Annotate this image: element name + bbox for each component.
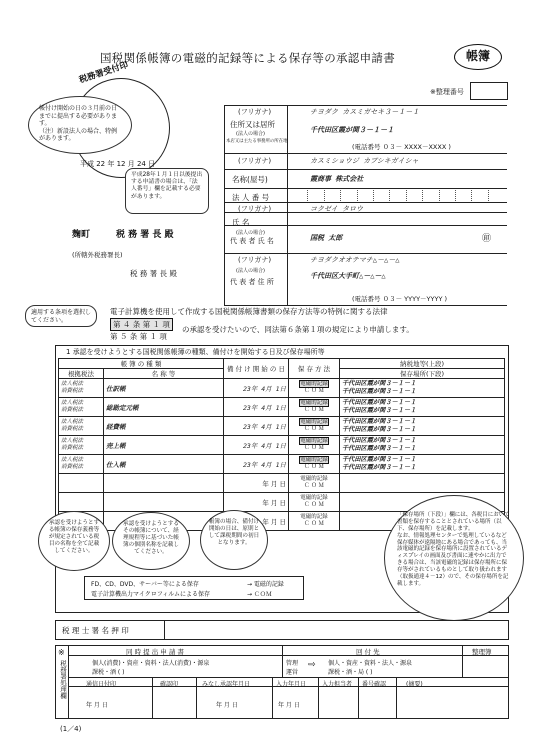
office-r2b: 課税・酒・局 ( )	[328, 669, 373, 676]
ledger-start[interactable]: 23年 4月 1日	[224, 417, 289, 436]
ledger-name[interactable]: 総勘定元帳	[104, 398, 224, 417]
callout-select-clause: 適用する条項を選択してください。	[25, 305, 97, 327]
header-name: 名 称 等	[104, 369, 224, 379]
ledger-start[interactable]: 23年 4月 1日	[224, 398, 289, 417]
method-em[interactable]: 電磁的記録	[300, 476, 328, 483]
seiri-label: ※整理番号	[430, 88, 464, 96]
law-option-1[interactable]: 第 ４ 条 第 １ 項	[110, 318, 173, 331]
rep-sub-2: 代 表 者 氏 名	[230, 237, 274, 245]
method-com[interactable]: Ｃ Ｏ Ｍ	[304, 388, 324, 394]
zeirishi-label: 税 理 士 署 名 押 印	[62, 626, 129, 635]
rep-addr-label: 代 表 者 住 所	[230, 278, 274, 286]
rep-name[interactable]: 国税 太郎	[310, 234, 343, 242]
ledger-place-1[interactable]: 千代田区霞が関３－１－１	[342, 456, 417, 464]
ledger-place-1[interactable]: 千代田区霞が関３－１－１	[342, 399, 417, 407]
header-kind: 帳 簿 の 種 類	[59, 359, 224, 369]
telephone-2[interactable]: (電話番号 ０３－ YYYY－YYYY )	[352, 295, 448, 303]
ledger-place-2[interactable]: 千代田区霞が関３－１－１	[342, 407, 417, 414]
office-unei: 運営	[286, 669, 299, 676]
ledger-start[interactable]: 23年 4月 1日	[224, 436, 289, 455]
office-arrow-icon: ⇨	[308, 660, 316, 670]
address-label: 住所又は居所	[230, 120, 275, 129]
method-em[interactable]: 電磁的記録	[300, 495, 328, 502]
ledger-place-1[interactable]: 千代田区霞が関３－１－１	[342, 437, 417, 445]
ledger-tax[interactable]: 法人税法 消費税法	[59, 398, 104, 417]
office-label: 税 務 署 長 殿	[116, 230, 174, 240]
law-option-2[interactable]: 第 ５ 条 第 １ 項	[110, 332, 167, 341]
applicant-table	[224, 105, 507, 305]
header-method: 保 存 方 法	[289, 359, 340, 379]
ledger-row	[59, 398, 505, 417]
ledger-tax[interactable]: 法人税法 消費税法	[59, 455, 104, 474]
ledger-place-2[interactable]: 千代田区霞が関３－１－１	[342, 464, 417, 471]
method-com[interactable]: Ｃ Ｏ Ｍ	[304, 426, 324, 432]
method-em[interactable]: 電磁的記録	[300, 438, 328, 445]
name-kana[interactable]: カスミショウジ カブシキガイシャ	[310, 157, 419, 165]
office-h3: 整理簿	[472, 648, 492, 656]
rep-addr-sub: (法人の場合)	[236, 268, 265, 274]
office-sub: (所轄外税務署長)	[72, 251, 123, 259]
ledger-row	[59, 379, 505, 398]
name-label: 名称(屋号)	[232, 175, 268, 184]
method-com[interactable]: Ｃ Ｏ Ｍ	[304, 521, 324, 527]
furigana-label: (フリガナ)	[238, 108, 272, 116]
form-title: 国税関係帳簿の電磁的記録等による保存等の承認申請書	[100, 51, 395, 65]
corporate-number-boxes[interactable]	[292, 190, 504, 201]
ledger-place-2[interactable]: 千代田区霞が関３－１－１	[342, 445, 417, 452]
office-use-vertical: 税務署処理欄	[59, 660, 67, 699]
office-use-frame	[55, 645, 509, 719]
rep-furigana-label: (フリガナ)	[238, 205, 272, 213]
address-sub: (法人の場合)	[236, 131, 265, 137]
office-r1a: 個人(消費)・資産・資料・法人(消費)・源泉	[92, 660, 210, 667]
application-date[interactable]: 平成 22 年 12 月 24 日	[80, 160, 156, 168]
header-start: 備 付 け 開 始 の 日	[224, 359, 289, 379]
ledger-place-2[interactable]: 千代田区霞が関３－１－１	[342, 426, 417, 433]
office-ymd-1[interactable]: 年 月 日	[86, 702, 108, 709]
legend-arrow-2: → ＣＯＭ	[247, 591, 272, 598]
section-1-heading: 1 承認を受けようとする国税関係帳簿の種類、備付けを開始する日及び保存場所等	[66, 348, 325, 356]
rep-label: 氏 名	[232, 218, 250, 227]
ledger-name[interactable]: 仕訳帳	[104, 379, 224, 398]
header-tax: 根拠税法	[59, 369, 104, 379]
office-ymd-2[interactable]: 年 月 日	[216, 702, 238, 709]
office-label-2: 税 務 署 長 殿	[130, 269, 178, 278]
callout-start-date: 帳簿の場合、備付け開始の日は、原則として課税期間の初日となります。	[200, 510, 268, 570]
office-h2: 回 付 先	[356, 648, 380, 656]
office-use-mark: ※	[58, 648, 65, 657]
callout-ledger-names: 承認を受けようとするその帳簿について、経理規程等に基づいた帳簿の個別名称を記載してください。	[112, 512, 190, 570]
office-r2a: 個人・資産・資料・法人・源泉	[328, 660, 413, 667]
rep-addr-kana[interactable]: チヨダクオオテマチ△－△－△	[310, 256, 400, 264]
ledger-place-1[interactable]: 千代田区霞が関３－１－１	[342, 418, 417, 426]
method-com[interactable]: Ｃ Ｏ Ｍ	[304, 483, 324, 489]
method-com[interactable]: Ｃ Ｏ Ｍ	[304, 502, 324, 508]
address-value[interactable]: 千代田区霞が関３－１－１	[310, 126, 394, 134]
callout-corporate-number: 平成28年１月１日以後提出する申請書の場合は、「法人番号」欄を記載する必要があります。	[125, 168, 209, 214]
office-f5: 入力担当者	[322, 681, 353, 688]
office-f6: 番号確認	[362, 681, 387, 688]
office-f7: (摘要)	[406, 681, 423, 688]
ledger-tax[interactable]: 法人税法 消費税法	[59, 379, 104, 398]
telephone-1[interactable]: (電話番号 ０３－ XXXX－XXXX )	[352, 143, 451, 151]
office-r1b: 課税・酒 ( )	[92, 669, 125, 676]
office-f3: みなし承認年月日	[202, 681, 251, 688]
callout-submission-deadline: 帳付け開始の日の３月前の日までに提出する必要があります。 （注）新設法人の場合、特例があります。	[28, 96, 132, 154]
ledger-row	[59, 417, 505, 436]
blank-start[interactable]: 年 月 日	[224, 474, 289, 493]
office-f2: 確認印	[160, 681, 179, 688]
method-com[interactable]: Ｃ Ｏ Ｍ	[304, 445, 324, 451]
ledger-row	[59, 455, 505, 474]
callout-storage-place: 「保存場所（下段）」欄には、各税目において書類を保存することとされている場所（以下、保存場所）を記載します。 なお、情報処理センターで処理しているなど保存媒体が遠隔地にある場合であっても、当該電磁的記録を保存場所に設置されているディスプレイの画面及び書面に速やかに出力できる場合は、当該電磁的記録は保存場所に保存等がされているものとして取り扱われます（取扱通達４－12）ので、その保存場所を記載します。	[384, 495, 524, 621]
ledger-name[interactable]: 売上帳	[104, 436, 224, 455]
form-type-badge: 帳簿	[454, 44, 502, 70]
header-place: 納税地等(上段)	[340, 359, 505, 369]
office-city[interactable]: 麹町	[72, 230, 91, 240]
office-f4: 入力年月日	[276, 681, 307, 688]
legend-arrow-1: → 電磁的記録	[247, 581, 284, 588]
ledger-tax[interactable]: 法人税法 消費税法	[59, 417, 104, 436]
corporate-number-label: 法 人 番 号	[232, 193, 270, 202]
legend-line-2: 電子計算機出力マイクロフィルムによる保存	[91, 591, 211, 598]
law-text-1: 電子計算機を使用して作成する国税関係帳簿書類の保存方法等の特例に関する法律	[110, 307, 388, 316]
ledger-name[interactable]: 仕入帳	[104, 455, 224, 474]
seal-mark: ㊞	[482, 234, 492, 244]
blank-row	[59, 474, 505, 493]
method-em[interactable]: 電磁的記録	[300, 457, 328, 464]
blank-start[interactable]: 年 月 日	[224, 493, 289, 512]
method-em[interactable]: 電磁的記録	[300, 514, 328, 521]
rep-addr-furigana-label: (フリガナ)	[238, 256, 272, 264]
rep-addr-value[interactable]: 千代田区大手町△－△－△	[310, 272, 386, 280]
ledger-name[interactable]: 経費帳	[104, 417, 224, 436]
reception-stamp-label: 税務署受付印	[78, 60, 130, 86]
rep-kana[interactable]: コクゼイ タロウ	[310, 205, 364, 213]
ledger-place-1[interactable]: 千代田区霞が関３－１－１	[342, 380, 417, 388]
address-sub-2: 本店又は主たる事務所の所在地	[226, 139, 288, 144]
method-com[interactable]: Ｃ Ｏ Ｍ	[304, 464, 324, 470]
legend-line-1: FD、CD、DVD、サーバー等による保存	[91, 581, 199, 588]
method-em[interactable]: 電磁的記録	[300, 419, 328, 426]
office-h1: 同 時 提 出 申 請 書	[126, 648, 184, 656]
law-text-2: の承認を受けたいので、同法第６条第１項の規定により申請します。	[182, 325, 414, 334]
office-f1: 通信日付印	[86, 681, 117, 688]
rep-sub: (法人の場合)	[236, 230, 265, 236]
office-kanri: 管理	[286, 660, 299, 667]
ledger-place-2[interactable]: 千代田区霞が関３－１－１	[342, 388, 417, 395]
name-value[interactable]: 霞商事 株式会社	[310, 175, 364, 183]
method-em[interactable]: 電磁的記録	[300, 400, 328, 407]
method-em[interactable]: 電磁的記録	[300, 381, 328, 388]
ledger-start[interactable]: 23年 4月 1日	[224, 379, 289, 398]
page-number: (1／4)	[60, 725, 82, 733]
method-com[interactable]: Ｃ Ｏ Ｍ	[304, 407, 324, 413]
seiri-number-box[interactable]	[470, 82, 508, 100]
office-ymd-3[interactable]: 年 月 日	[278, 702, 300, 709]
zeirishi-row[interactable]	[55, 620, 509, 640]
address-kana[interactable]: チヨダク カスミガセキ３－１－１	[310, 108, 420, 116]
header-place-2: 保存場所(下段)	[340, 369, 505, 379]
method-legend	[84, 576, 304, 600]
ledger-row	[59, 436, 505, 455]
name-furigana-label: (フリガナ)	[238, 157, 272, 165]
callout-tax-names: 承認を受けようとする帳簿の保存義務等が規定されている税目の名称を全て記載してください。	[38, 511, 110, 571]
ledger-start[interactable]: 23年 4月 1日	[224, 455, 289, 474]
ledger-tax[interactable]: 法人税法 消費税法	[59, 436, 104, 455]
blank-start[interactable]: 年 月 日	[224, 512, 289, 531]
